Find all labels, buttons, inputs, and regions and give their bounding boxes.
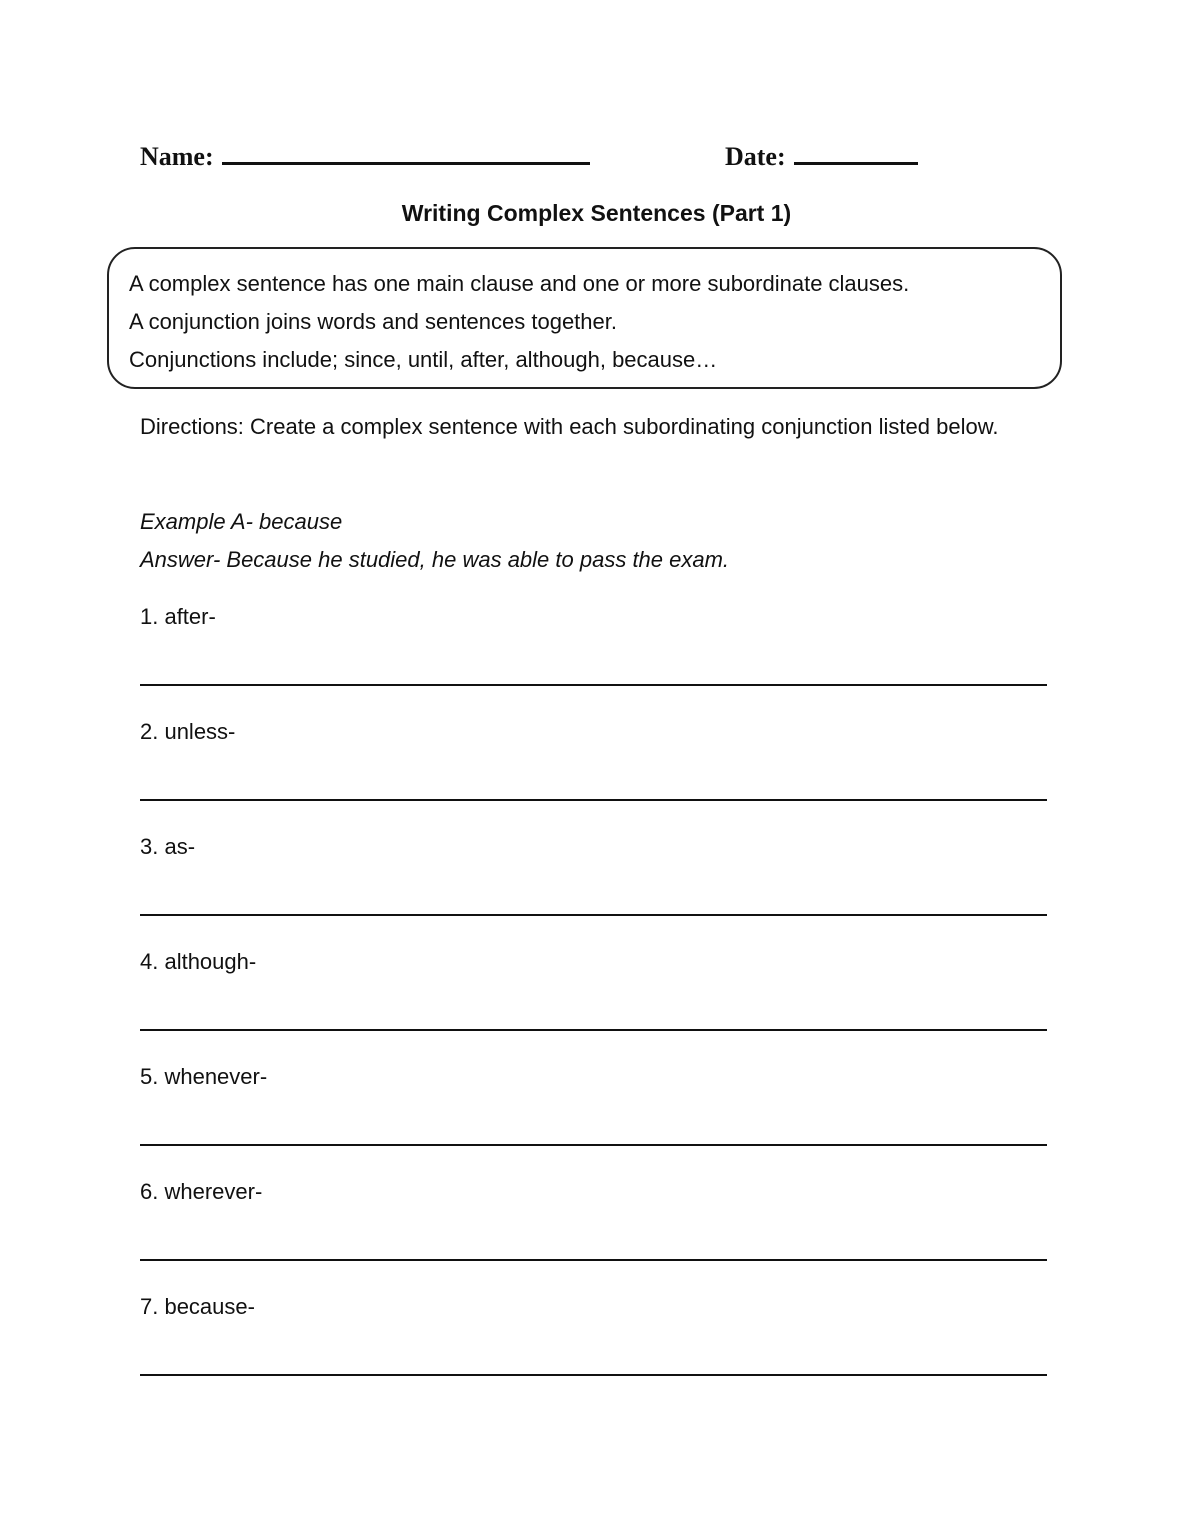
definition-line: A complex sentence has one main clause and one or more subordinate clauses. <box>129 271 910 296</box>
exercise-label: 3. as- <box>140 834 196 859</box>
exercise-item <box>140 1288 1047 1403</box>
exercise-item <box>140 828 1047 943</box>
exercise-item <box>140 1173 1047 1288</box>
answer-line[interactable] <box>140 684 1047 686</box>
exercise-item <box>140 713 1047 828</box>
exercise-list <box>140 598 1047 1403</box>
directions-text: Directions: Create a complex sentence with each subordinating conjunction listed below. <box>140 414 999 439</box>
definition-box <box>107 247 1062 389</box>
exercise-item <box>140 598 1047 713</box>
example-prompt: Example A- because <box>140 509 343 534</box>
answer-line[interactable] <box>140 1144 1047 1146</box>
definition-line: Conjunctions include; since, until, after, although, because… <box>129 347 718 372</box>
example-answer: Answer- Because he studied, he was able to pass the exam. <box>140 547 730 572</box>
definition-line: A conjunction joins words and sentences together. <box>129 309 617 334</box>
exercise-label: 7. because- <box>140 1294 255 1319</box>
exercise-item <box>140 1058 1047 1173</box>
date-label: Date: <box>725 142 786 171</box>
exercise-label: 5. whenever- <box>140 1064 268 1089</box>
name-blank-line[interactable] <box>222 138 590 165</box>
answer-line[interactable] <box>140 914 1047 916</box>
answer-line[interactable] <box>140 1374 1047 1376</box>
name-field <box>140 138 590 172</box>
answer-line[interactable] <box>140 1029 1047 1031</box>
exercise-label: 4. although- <box>140 949 257 974</box>
exercise-label: 6. wherever- <box>140 1179 263 1204</box>
name-label: Name: <box>140 142 214 171</box>
answer-line[interactable] <box>140 1259 1047 1261</box>
date-field <box>725 138 918 172</box>
exercise-item <box>140 943 1047 1058</box>
example-block <box>140 503 1050 579</box>
exercise-label: 2. unless- <box>140 719 236 744</box>
answer-line[interactable] <box>140 799 1047 801</box>
exercise-label: 1. after- <box>140 604 216 629</box>
worksheet-title: Writing Complex Sentences (Part 1) <box>401 200 792 226</box>
date-blank-line[interactable] <box>794 138 918 165</box>
header-row <box>140 138 1040 178</box>
